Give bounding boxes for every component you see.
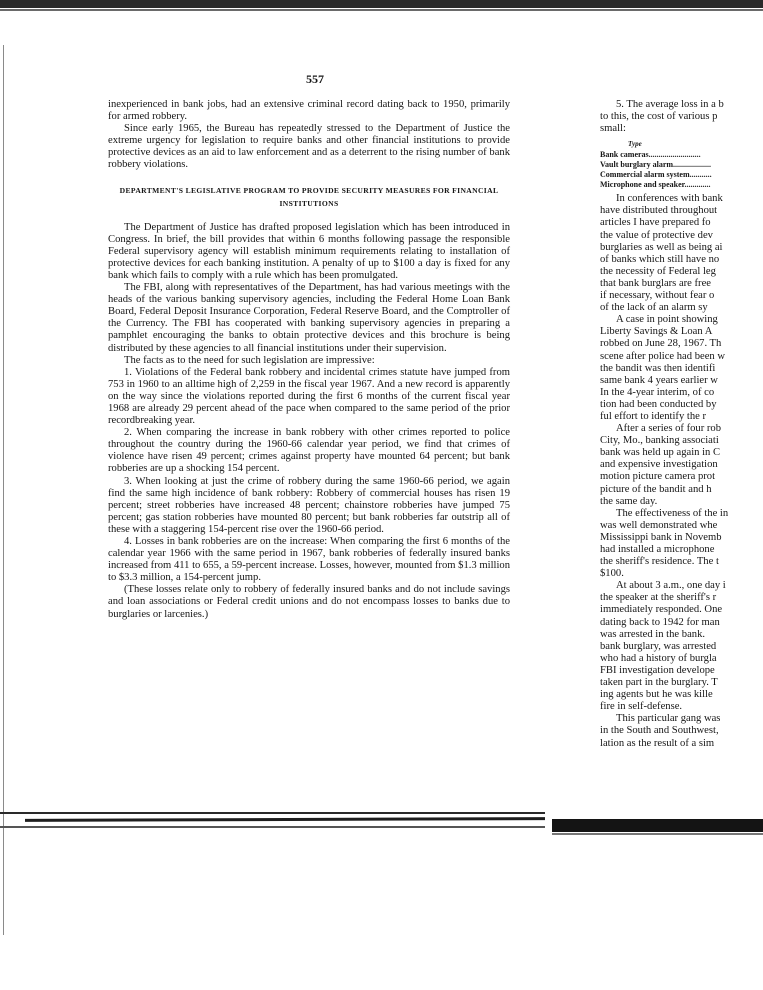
scan-border-bottom — [0, 812, 545, 814]
right-line: had installed a microphone — [600, 544, 715, 555]
list-item-4: 4. Losses in bank robberies are on the increase: When comparing the first 6 months of the calendar year 1966 with the same period in 1967, bank robberies of federally insured banks increased from 411 to 655, a 59-percent increase. Losses, however, mounted from $1.3 million to $3.3 million, a 154-percent jump. — [108, 536, 510, 584]
paragraph-since-1965: Since early 1965, the Bureau has repeatedly stressed to the Department of Justice the extreme urgency for legislation to require banks and other financial institutions to provide protective devices as an aid to law enforcement and as a deterrent to the rising number of bank robbery violations. — [108, 123, 510, 171]
right-line: A case in point showing — [616, 314, 718, 326]
right-line: who had a history of burgla — [600, 652, 717, 664]
right-line: the bandit was then identifi — [600, 362, 716, 374]
right-line: in the South and Southwest, — [600, 725, 719, 737]
right-line: that bank burglars are free — [600, 277, 711, 289]
right-line: same bank 4 years earlier w — [600, 374, 718, 386]
page-gutter-line — [3, 45, 4, 935]
table-row: Vault burglary alarm................... — [600, 160, 712, 170]
right-line: articles I have prepared fo — [600, 217, 711, 229]
right-line: In the 4-year interim, of co — [600, 386, 715, 398]
right-line: robbed on June 28, 1967. Th — [600, 338, 722, 350]
page-number: 557 — [306, 72, 324, 86]
right-line: $100. — [600, 568, 624, 580]
table-row: Microphone and speaker............. — [600, 180, 711, 190]
right-line: taken part in the burglary. T — [600, 677, 718, 689]
table-header-type: Type — [628, 140, 642, 149]
right-line: immediately responded. One — [600, 604, 723, 616]
paragraph-intro: inexperienced in bank jobs, had an extensive criminal record dating back to 1950, primarily for armed robbery. — [108, 99, 510, 123]
right-line: small: — [600, 123, 626, 135]
right-column — [600, 99, 763, 759]
paragraph-fbi-meetings: The FBI, along with representatives of the Department, has had various meetings with the heads of the various banking supervisory agencies, including the Federal Home Loan Bank Board, Federal Deposit Insurance Corporation, Federal Reserve Board, and the Comptroller of the Currency. The FBI has cooperated with banking supervisory agencies in preparing a pamphlet encouraging the banks to obtain protective devices and this brochure is being distributed by these agencies to all financial institutions under their supervision. — [108, 282, 510, 354]
right-line: Mississippi bank in Novemb — [600, 531, 722, 543]
table-row: Bank cameras.......................... — [600, 150, 701, 160]
right-line: City, Mo., banking associati — [600, 435, 719, 447]
scan-border-top — [0, 0, 763, 8]
list-item-1: 1. Violations of the Federal bank robbery and incidental crimes statute have jumped from 753 in 1960 to an alltime high of 2,259 in the fiscal year 1967. And a new record is apparently on the way since the violations reported during the first 6 months of the current fiscal year 1968 are already 29 percent ahead of the pace when compared to the same period of the prior recordbreaking year. — [108, 366, 510, 427]
right-line: This particular gang was — [616, 713, 721, 725]
table-row: Commercial alarm system........... — [600, 170, 712, 180]
scan-border-bottom — [0, 826, 545, 828]
right-line: fire in self-defense. — [600, 701, 683, 713]
paragraph-facts: The facts as to the need for such legislation are impressive: — [124, 354, 375, 366]
list-item-2: 2. When comparing the increase in bank robbery with other crimes reported to police throughout the country during the 1960-66 calendar year period, we find that crimes of violence have risen 49 percent; crimes against property have mounted 64 percent; but bank robberies are up a shocking 154 percent. — [108, 427, 510, 475]
right-line: if necessary, without fear o — [600, 290, 715, 302]
right-line: burglaries as well as being ai — [600, 241, 723, 253]
right-line: ing agents but he was kille — [600, 689, 713, 701]
scan-border-bottom — [25, 817, 545, 822]
right-line: Liberty Savings & Loan A — [600, 326, 713, 338]
scan-border-bottom — [552, 833, 763, 835]
right-line: the same day. — [600, 495, 658, 507]
right-line: In conferences with bank — [616, 193, 723, 205]
paragraph-losses-note: (These losses relate only to robbery of federally insured banks and do not include savings and loan associations or Federal credit unions and do not encompass losses to banks due to burglaries or larcenies.) — [108, 584, 510, 620]
right-line: After a series of four rob — [616, 423, 722, 435]
right-line: FBI investigation develope — [600, 664, 715, 676]
right-line: the speaker at the sheriff's r — [600, 592, 717, 604]
paragraph-department-of-justice: The Department of Justice has drafted proposed legislation which has been introduced in Congress. In brief, the bill provides that within 6 months following passage the responsible Federal supervisory agency will establish minimum requirements relating to installation of protective devices for each banking institution. A penalty of up to $100 a day is fixed for any bank which fails to comply with a rule which has been promulgated. — [108, 221, 510, 281]
right-line: bank burglary, was arrested — [600, 640, 717, 652]
right-line: The effectiveness of the in — [616, 507, 729, 519]
right-line: of banks which still have no — [600, 253, 720, 265]
right-line: and expensive investigation — [600, 459, 718, 471]
right-line: was well demonstrated whe — [600, 519, 718, 531]
right-line: tion had been conducted by — [600, 398, 717, 410]
right-line: the sheriff's residence. The t — [600, 556, 719, 568]
right-line: scene after police had been w — [600, 350, 725, 362]
right-line: was arrested in the bank. — [600, 628, 706, 640]
right-line: 5. The average loss in a b — [616, 99, 724, 110]
right-line: to this, the cost of various p — [600, 111, 718, 123]
section-heading: DEPARTMENT'S LEGISLATIVE PROGRAM TO PROVIDE SECURITY MEASURES FOR FINANCIAL INSTITUTIONS — [119, 185, 499, 208]
right-line: motion picture camera prot — [600, 471, 716, 483]
right-line: lation as the result of a sim — [600, 737, 715, 749]
right-line: the necessity of Federal leg — [600, 265, 716, 277]
scan-border-bottom — [552, 819, 763, 832]
list-item-3: 3. When looking at just the crime of robbery during the same 1960-66 period, we again find the same high incidence of bank robbery: Robbery of commercial houses has risen 19 percent; street robberies have increased 48 percent; chainstore robberies have jumped 75 percent; gas station robberies have mounted 80 percent; but bank robberies far outstrip all of these with a staggering 154-percent rise over the 1960-66 period. — [108, 475, 510, 535]
right-column-body — [600, 193, 763, 749]
right-line: dating back to 1942 for man — [600, 616, 720, 628]
right-line: the value of protective dev — [600, 229, 713, 241]
left-column — [108, 99, 510, 621]
right-line: bank was held up again in C — [600, 447, 721, 459]
right-line: ful effort to identify the r — [600, 410, 707, 422]
right-line: At about 3 a.m., one day i — [616, 580, 726, 592]
scan-border-top-line — [0, 9, 763, 11]
right-line: picture of the bandit and h — [600, 483, 712, 495]
right-line: of the lack of an alarm sy — [600, 302, 708, 314]
right-line: have distributed throughout — [600, 205, 718, 217]
